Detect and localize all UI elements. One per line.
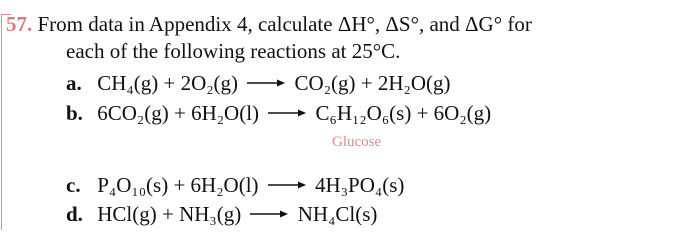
reaction-reactants: CH₄(g) + 2O₂(g) [97, 71, 239, 95]
problem-intro-line1: From data in Appendix 4, calculate ΔH°, ΔS°, and ΔG° for [37, 12, 532, 36]
reaction-products: C₆H₁₂O₆(s) + 6O₂(g) [315, 101, 492, 125]
glucose-note: Glucose [332, 134, 382, 150]
reaction-c [66, 172, 404, 198]
reaction-label: d. [66, 202, 83, 226]
problem-intro-2 [66, 38, 400, 64]
reaction-arrow-icon [268, 108, 306, 118]
reaction-reactants: HCl(g) + NH₃(g) [97, 202, 242, 226]
margin-bracket [1, 14, 2, 230]
problem-intro-line2: each of the following reactions at 25°C. [66, 39, 401, 63]
reaction-label: a. [66, 71, 82, 95]
reaction-arrow-icon [247, 78, 285, 88]
problem-header [6, 11, 532, 37]
reaction-a [66, 70, 451, 96]
reaction-d [66, 201, 377, 227]
reaction-label: c. [66, 173, 81, 197]
reaction-arrow-icon [268, 180, 306, 190]
reaction-arrow-icon [250, 209, 288, 219]
reaction-products: CO₂(g) + 2H₂O(g) [294, 71, 451, 95]
reaction-products: 4H₃PO₄(s) [315, 173, 405, 197]
reaction-label: b. [66, 101, 83, 125]
problem-number: 57. [6, 12, 33, 36]
reaction-products: NH₄Cl(s) [297, 202, 378, 226]
reaction-b [66, 100, 491, 126]
reaction-reactants: 6CO₂(g) + 6H₂O(l) [97, 101, 260, 125]
reaction-reactants: P₄O₁₀(s) + 6H₂O(l) [97, 173, 259, 197]
